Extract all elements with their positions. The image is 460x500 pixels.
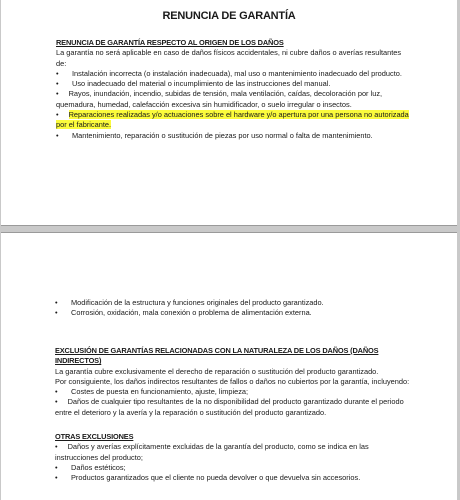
bullet-icon: •	[56, 110, 59, 120]
list-item: • Daños y averías explícitamente excluidas de la garantía del producto, como se indica en las instrucciones del producto;	[55, 442, 369, 462]
page-title: RENUNCIA DE GARANTÍA	[162, 10, 296, 22]
list-item: • Productos garantizados que el cliente no pueda devolver o que devuelva sin accesorios.	[55, 473, 361, 483]
bullet-icon: •	[56, 89, 59, 99]
paragraph: Por consiguiente, los daños indirectos resultantes de fallos o daños no cubiertos por la garantía, incluyendo:	[55, 376, 410, 386]
section-heading: EXCLUSIÓN DE GARANTÍAS RELACIONADAS CON LA NATURALEZA DE LOS DAÑOS (DAÑOS INDIRECTOS)	[55, 346, 379, 366]
bullet-icon: •	[55, 298, 58, 307]
continued-exclusion-list	[55, 298, 410, 319]
bullet-icon: •	[55, 473, 58, 483]
bullet-icon: •	[56, 68, 59, 78]
list-item: • Mantenimiento, reparación o sustitución de piezas por uso normal o falta de mantenimiento.	[56, 130, 373, 140]
list-item: • Costes de puesta en funcionamiento, ajuste, limpieza;	[55, 387, 249, 397]
list-item: • Daños de cualquier tipo resultantes de la no disponibilidad del producto garantizado durante el periodo entre el deterioro y la avería y la reparación o sustitución del producto garantizado.	[55, 397, 404, 417]
list-item: • Uso inadecuado del material o incumplimiento de las instrucciones del manual.	[56, 79, 331, 89]
list-item: • Instalación incorrecta (o instalación inadecuada), mal uso o mantenimiento inadecuado del producto.	[56, 68, 402, 78]
bullet-icon: •	[55, 462, 58, 472]
paragraph: La garantía cubre exclusivamente el derecho de reparación o sustitución del producto garantizado.	[55, 366, 379, 376]
bullet-icon: •	[56, 79, 59, 89]
section-heading: OTRAS EXCLUSIONES	[55, 432, 134, 441]
document-page-1	[1, 0, 457, 226]
bullet-icon: •	[55, 397, 58, 407]
list-item: • Rayos, inundación, incendio, subidas de tensión, mala ventilación, caídas, decoloración por luz, quemadura, humedad, calefacción excesiva sin humidificador, o suelo irregular o insectos.	[56, 89, 383, 109]
list-item: • Corrosión, oxidación, mala conexión o problema de alimentación externa.	[55, 308, 312, 318]
exclusion-list	[56, 69, 411, 141]
section-other-exclusions	[55, 432, 410, 483]
bullet-icon: •	[56, 130, 59, 140]
bullet-icon: •	[55, 387, 58, 397]
bullet-icon: •	[55, 308, 58, 318]
list-item: • Daños estéticos;	[55, 462, 126, 472]
section-indirect-damages	[55, 346, 410, 418]
section-warranty-origin	[56, 38, 411, 141]
section-intro: La garantía no será aplicable en caso de daños físicos accidentales, ni cubre daños o averías resultantes de:	[56, 48, 402, 68]
section-heading: RENUNCIA DE GARANTÍA RESPECTO AL ORIGEN DE LOS DAÑOS	[56, 38, 284, 47]
bullet-icon: •	[55, 442, 58, 452]
list-item-highlighted	[56, 110, 411, 131]
highlighted-text: Reparaciones realizadas y/o actuaciones sobre el hardware y/o apertura por una persona no autorizada por el fabricante.	[56, 110, 409, 130]
list-item: • Modificación de la estructura y funciones originales del producto garantizado.	[55, 298, 324, 307]
